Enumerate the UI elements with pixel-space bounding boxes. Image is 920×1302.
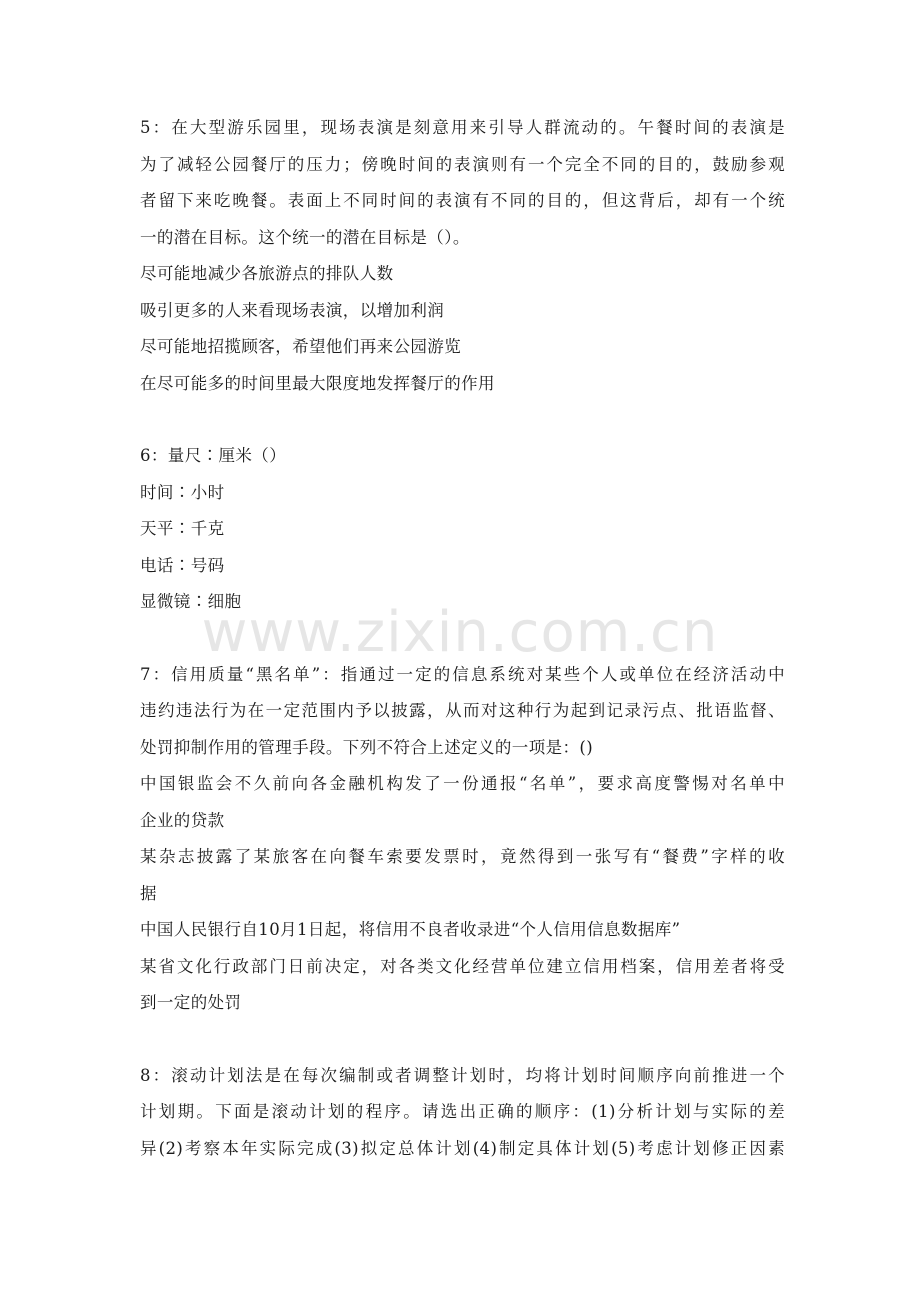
option-b-cont: 据 bbox=[140, 883, 157, 903]
option-b: 天平∶千克 bbox=[140, 519, 225, 538]
watermark-text: www.zixin.com.cn bbox=[201, 600, 719, 665]
question-6 bbox=[140, 438, 785, 621]
option-a-cont: 企业的贷款 bbox=[140, 810, 225, 830]
option-a: 时间∶小时 bbox=[140, 482, 225, 502]
question-text-line: 计划期。下面是滚动计划的程序。请选出正确的顺序：(1)分析计划与实际的差 bbox=[140, 1102, 785, 1121]
question-text-line: 处罚抑制作用的管理手段。下列不符合上述定义的一项是：() bbox=[140, 737, 594, 757]
spacer bbox=[140, 621, 785, 657]
spacer bbox=[140, 1022, 785, 1058]
question-text-line: 违约违法行为在一定范围内予以披露，从而对这种行为起到记录污点、批语监督、 bbox=[140, 701, 785, 720]
option-d: 在尽可能多的时间里最大限度地发挥餐厅的作用 bbox=[140, 373, 495, 393]
option-d-cont: 到一定的处罚 bbox=[140, 993, 242, 1012]
question-7 bbox=[140, 657, 785, 1022]
question-text-line: 6：量尺∶厘米（） bbox=[140, 446, 287, 465]
question-text-line: 5：在大型游乐园里，现场表演是刻意用来引导人群流动的。午餐时间的表演是 bbox=[140, 118, 785, 137]
question-text-line: 7：信用质量“黑名单”：指通过一定的信息系统对某些个人或单位在经济活动中 bbox=[140, 664, 785, 684]
question-8 bbox=[140, 1058, 785, 1168]
option-d: 某省文化行政部门日前决定，对各类文化经营单位建立信用档案，信用差者将受 bbox=[140, 956, 785, 976]
option-b: 吸引更多的人来看现场表演，以增加利润 bbox=[140, 300, 445, 320]
question-text-line: 异(2)考察本年实际完成(3)拟定总体计划(4)制定具体计划(5)考虑计划修正因素 bbox=[140, 1138, 785, 1158]
option-c: 尽可能地招揽顾客，希望他们再来公园游览 bbox=[140, 337, 462, 356]
option-d: 显微镜∶细胞 bbox=[140, 592, 242, 611]
spacer bbox=[140, 402, 785, 438]
question-5 bbox=[140, 110, 785, 402]
question-text-line: 8：滚动计划法是在每次编制或者调整计划时，均将计划时间顺序向前推进一个 bbox=[140, 1065, 785, 1085]
option-c: 电话∶号码 bbox=[140, 555, 225, 575]
option-c: 中国人民银行自10月1日起，将信用不良者收录进“个人信用信息数据库” bbox=[140, 920, 681, 939]
question-text-line: 一的潜在目标。这个统一的潜在目标是（）。 bbox=[140, 227, 470, 247]
question-text-line: 者留下来吃晚餐。表面上不同时间的表演有不同的目的，但这背后，却有一个统 bbox=[140, 191, 785, 210]
option-a: 中国银监会不久前向各金融机构发了一份通报“名单”，要求高度警惕对名单中 bbox=[140, 774, 785, 793]
document-page bbox=[140, 110, 785, 1167]
option-a: 尽可能地减少各旅游点的排队人数 bbox=[140, 264, 394, 283]
question-text-line: 为了减轻公园餐厅的压力；傍晚时间的表演则有一个完全不同的目的，鼓励参观 bbox=[140, 154, 785, 174]
option-b: 某杂志披露了某旅客在向餐车索要发票时，竟然得到一张写有“餐费”字样的收 bbox=[140, 847, 785, 866]
